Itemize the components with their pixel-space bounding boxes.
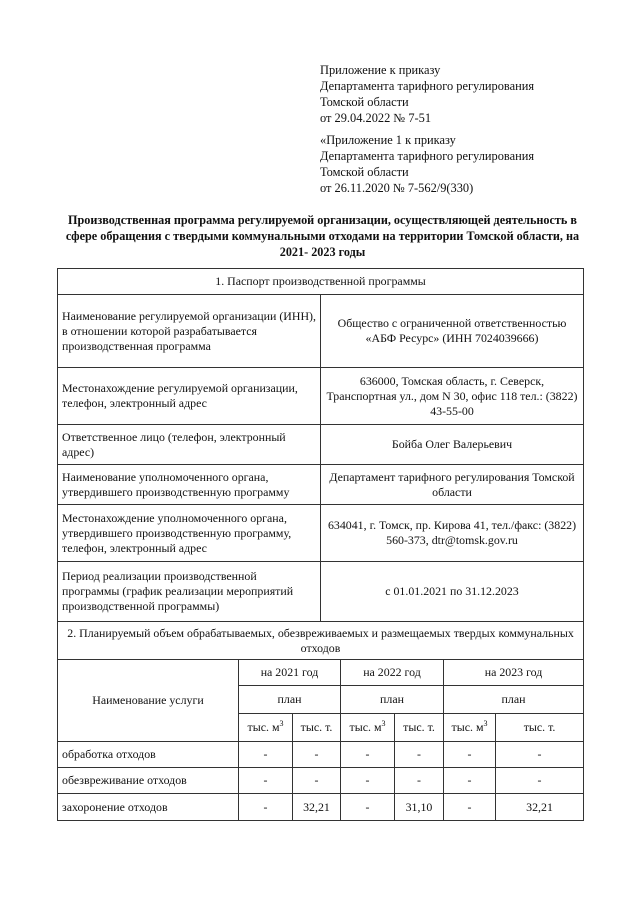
passport-label: Наименование регулируемой организации (ИНН), в отношении которой разрабатывается производственная программа bbox=[58, 295, 321, 368]
value-cell: - bbox=[293, 768, 341, 794]
appendix-header-line: Приложение к приказу bbox=[320, 63, 441, 77]
appendix-header-line: Департамента тарифного регулирования bbox=[320, 79, 535, 93]
appendix-header-line: от 29.04.2022 № 7-51 bbox=[320, 111, 432, 125]
appendix-header-line: «Приложение 1 к приказу bbox=[320, 133, 456, 147]
passport-section-title: 1. Паспорт производственной программы bbox=[58, 269, 584, 295]
value-cell: 31,10 bbox=[395, 794, 444, 821]
value-cell: - bbox=[293, 742, 341, 768]
document-title: Производственная программа регулируемой организации, осуществляющей деятельность в сфере обращения с твердыми коммунальными отходами на территории Томской области, на 2021- 2023 годы bbox=[65, 213, 580, 259]
value-cell: - bbox=[444, 768, 496, 794]
service-name-header: Наименование услуги bbox=[58, 660, 239, 742]
table-row bbox=[58, 562, 584, 622]
appendix-header-line: от 26.11.2020 № 7-562/9(330) bbox=[320, 181, 474, 195]
value-cell: - bbox=[444, 794, 496, 821]
appendix-header-line: Томской области bbox=[320, 95, 409, 109]
value-cell: - bbox=[341, 742, 395, 768]
table-row bbox=[58, 742, 584, 768]
value-cell: 32,21 bbox=[496, 794, 584, 821]
table-row bbox=[58, 622, 584, 660]
appendix-header bbox=[320, 62, 534, 126]
service-name: захоронение отходов bbox=[58, 794, 239, 821]
value-cell: - bbox=[496, 742, 584, 768]
table-row bbox=[58, 368, 584, 425]
value-cell: - bbox=[239, 794, 293, 821]
unit-m3-text: тыс. м bbox=[451, 720, 484, 734]
appendix-1-header bbox=[320, 132, 534, 196]
value-cell: - bbox=[395, 742, 444, 768]
value-cell: - bbox=[341, 794, 395, 821]
appendix-header-line: Томской области bbox=[320, 165, 409, 179]
table-row bbox=[58, 295, 584, 368]
year-header: на 2023 год bbox=[444, 660, 584, 686]
passport-label: Период реализации производственной программы (график реализации мероприятий производственной программы) bbox=[58, 562, 321, 622]
table-row bbox=[58, 269, 584, 295]
value-cell: - bbox=[496, 768, 584, 794]
value-cell: - bbox=[444, 742, 496, 768]
year-header: на 2022 год bbox=[341, 660, 444, 686]
table-row bbox=[58, 794, 584, 821]
plan-header: план bbox=[444, 686, 584, 714]
table-row bbox=[58, 768, 584, 794]
table-row bbox=[58, 465, 584, 505]
service-name: обезвреживание отходов bbox=[58, 768, 239, 794]
passport-value: 634041, г. Томск, пр. Кирова 41, тел./факс: (3822) 560-373, dtr@tomsk.gov.ru bbox=[321, 505, 584, 562]
passport-value: 636000, Томская область, г. Северск, Транспортная ул., дом N 30, офис 118 тел.: (3822) 43-55-00 bbox=[321, 368, 584, 425]
passport-table bbox=[57, 268, 584, 622]
value-cell: - bbox=[395, 768, 444, 794]
table-row bbox=[58, 660, 584, 686]
table-row bbox=[58, 425, 584, 465]
passport-label: Местонахождение регулируемой организации, телефон, электронный адрес bbox=[58, 368, 321, 425]
value-cell: - bbox=[341, 768, 395, 794]
unit-t-header: тыс. т. bbox=[395, 714, 444, 742]
unit-m3-sup: 3 bbox=[279, 719, 284, 729]
volume-table bbox=[57, 621, 584, 821]
passport-label: Ответственное лицо (телефон, электронный адрес) bbox=[58, 425, 321, 465]
appendix-header-line: Департамента тарифного регулирования bbox=[320, 149, 535, 163]
unit-m3-sup: 3 bbox=[483, 719, 488, 729]
volume-section-title: 2. Планируемый объем обрабатываемых, обезвреживаемых и размещаемых твердых коммунальных отходов bbox=[58, 622, 584, 660]
year-header: на 2021 год bbox=[239, 660, 341, 686]
passport-value: Общество с ограниченной ответственностью «АБФ Ресурс» (ИНН 7024039666) bbox=[321, 295, 584, 368]
unit-m3-sup: 3 bbox=[381, 719, 386, 729]
unit-m3-header bbox=[239, 714, 293, 742]
passport-value: с 01.01.2021 по 31.12.2023 bbox=[321, 562, 584, 622]
value-cell: 32,21 bbox=[293, 794, 341, 821]
passport-value: Департамент тарифного регулирования Томской области bbox=[321, 465, 584, 505]
value-cell: - bbox=[239, 742, 293, 768]
unit-t-header: тыс. т. bbox=[496, 714, 584, 742]
plan-header: план bbox=[341, 686, 444, 714]
plan-header: план bbox=[239, 686, 341, 714]
passport-value: Бойба Олег Валерьевич bbox=[321, 425, 584, 465]
passport-label: Местонахождение уполномоченного органа, утвердившего производственную программу, телефон, электронный адрес bbox=[58, 505, 321, 562]
unit-m3-text: тыс. м bbox=[349, 720, 382, 734]
passport-label: Наименование уполномоченного органа, утвердившего производственную программу bbox=[58, 465, 321, 505]
table-row bbox=[58, 505, 584, 562]
value-cell: - bbox=[239, 768, 293, 794]
unit-m3-header bbox=[444, 714, 496, 742]
unit-m3-header bbox=[341, 714, 395, 742]
unit-m3-text: тыс. м bbox=[247, 720, 280, 734]
unit-t-header: тыс. т. bbox=[293, 714, 341, 742]
service-name: обработка отходов bbox=[58, 742, 239, 768]
